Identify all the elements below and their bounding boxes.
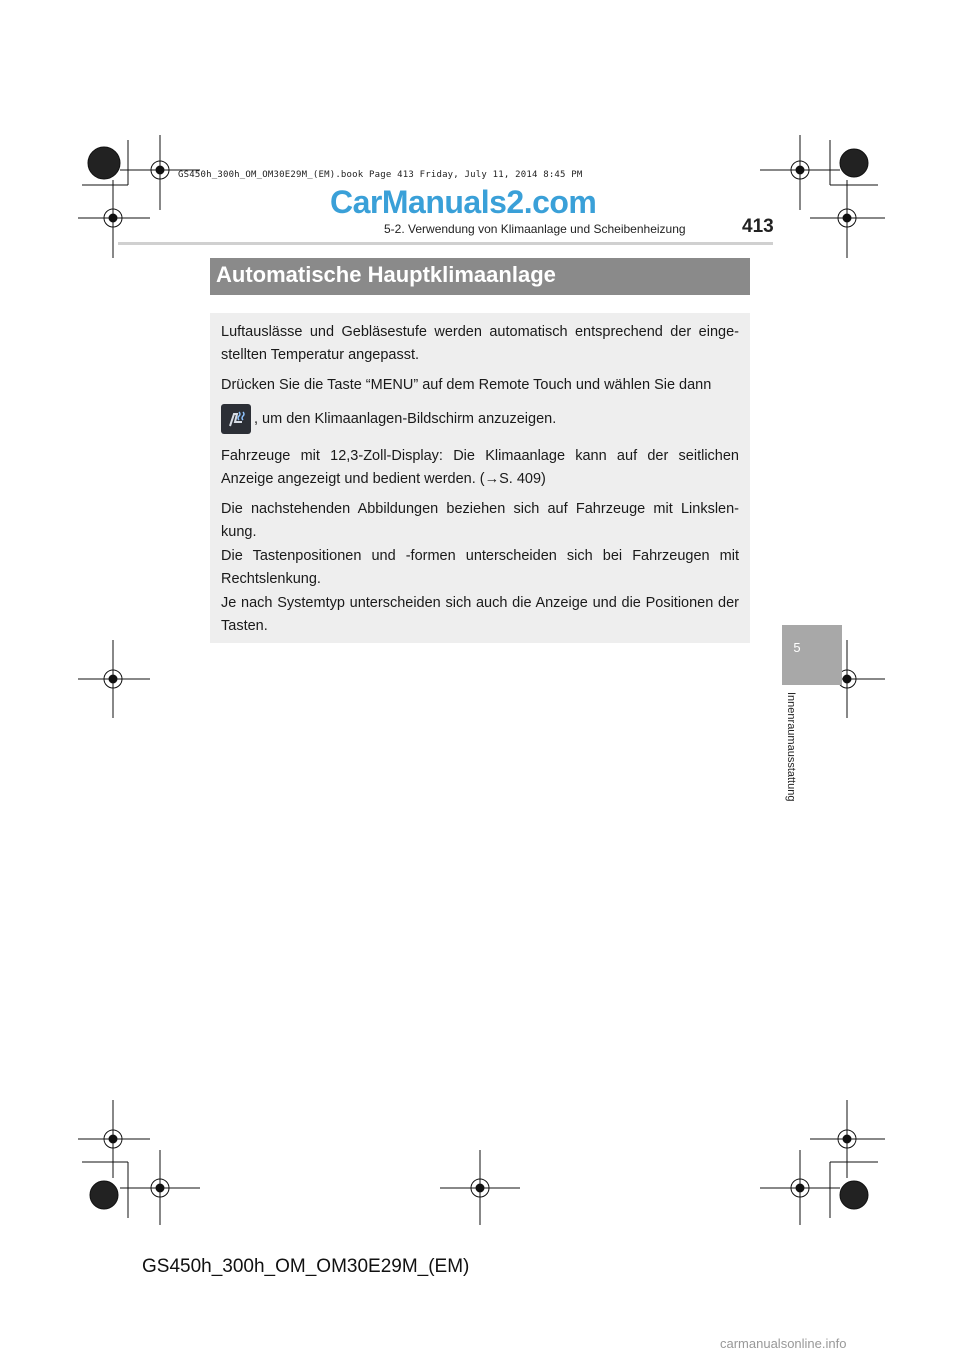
paragraph-3: Fahrzeuge mit 12,3-Zoll-Display: Die Klimaanlage kann auf der seitlichen Anzeige angezeigt und bedient werden. (→S. 409)	[221, 448, 739, 487]
footer-site: carmanualsonline.info	[720, 1336, 847, 1351]
paragraph-2a: Drücken Sie die Taste “MENU” auf dem Remote Touch und wählen Sie dann	[221, 377, 712, 393]
paragraph-2b: , um den Klimaanlagen-Bildschirm anzuzeigen.	[254, 410, 557, 427]
page-number: 413	[742, 216, 774, 237]
chapter-label: Innenraumausstattung	[785, 692, 797, 802]
chapter-number: 5	[793, 640, 801, 655]
section-title: 5-2. Verwendung von Klimaanlage und Scheibenheizung	[384, 222, 686, 236]
climate-seat-icon	[221, 404, 251, 434]
chapter-tab	[782, 625, 842, 685]
paragraph-2b-row	[221, 404, 739, 434]
watermark: CarManuals2.com	[330, 184, 597, 220]
book-info-line: GS450h_300h_OM_OM30E29M_(EM).book Page 413 Friday, July 11, 2014 8:45 PM	[178, 170, 583, 180]
paragraph-4: Die nachstehenden Abbildungen beziehen sich auf Fahrzeuge mit Linkslen-kung.	[221, 501, 739, 540]
paragraph-5: Die Tastenpositionen und -formen unterscheiden sich bei Fahrzeugen mit Rechtslenkung.	[221, 548, 739, 587]
registration-mark-icon	[840, 1181, 868, 1209]
footer-model: GS450h_300h_OM_OM30E29M_(EM)	[142, 1256, 470, 1277]
paragraph-1: Luftauslässe und Gebläsestufe werden automatisch entsprechend der einge-stellten Temperatur angepasst.	[221, 324, 739, 363]
registration-mark-icon	[88, 147, 120, 179]
page-heading: Automatische Hauptklimaanlage	[216, 262, 556, 287]
header-rule	[118, 242, 773, 245]
registration-mark-icon	[90, 1181, 118, 1209]
registration-mark-icon	[840, 149, 868, 177]
paragraph-6: Je nach Systemtyp unterscheiden sich auch die Anzeige und die Positionen der Tasten.	[221, 595, 739, 634]
